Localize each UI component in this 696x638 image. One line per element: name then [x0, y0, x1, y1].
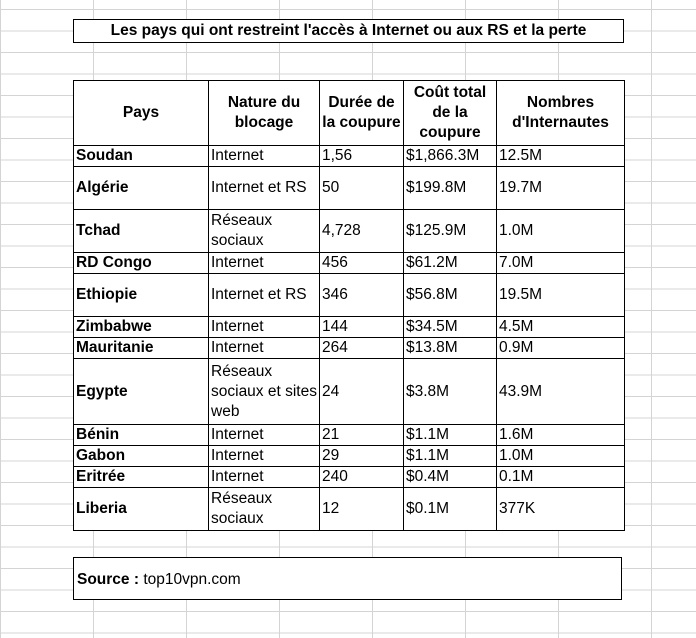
- cell-nature: Internet: [209, 146, 320, 167]
- cell-cost: $199.8M: [404, 167, 497, 210]
- cell-users: 7.0M: [497, 253, 625, 274]
- cell-cost: $0.1M: [404, 488, 497, 531]
- table-row: [74, 167, 625, 210]
- cell-duration: 456: [320, 253, 404, 274]
- cell-country: Ethiopie: [74, 274, 209, 317]
- source-value: top10vpn.com: [143, 571, 241, 588]
- cell-cost: $3.8M: [404, 359, 497, 425]
- cell-cost: $0.4M: [404, 467, 497, 488]
- cell-duration: 24: [320, 359, 404, 425]
- table-row: [74, 253, 625, 274]
- cell-cost: $1.1M: [404, 446, 497, 467]
- cell-country: Liberia: [74, 488, 209, 531]
- header-internautes: Nombres d'Internautes: [497, 81, 625, 146]
- cell-users: 0.9M: [497, 338, 625, 359]
- header-duree: Durée de la coupure: [320, 81, 404, 146]
- cell-nature: Internet: [209, 317, 320, 338]
- cell-users: 43.9M: [497, 359, 625, 425]
- table-row: [74, 425, 625, 446]
- cell-nature: Internet et RS: [209, 167, 320, 210]
- cell-nature: Internet: [209, 425, 320, 446]
- cell-nature: Internet: [209, 446, 320, 467]
- cell-cost: $13.8M: [404, 338, 497, 359]
- header-pays: Pays: [74, 81, 209, 146]
- cell-country: Algérie: [74, 167, 209, 210]
- cell-nature: Internet et RS: [209, 274, 320, 317]
- cell-users: 0.1M: [497, 467, 625, 488]
- cell-duration: 240: [320, 467, 404, 488]
- cell-duration: 346: [320, 274, 404, 317]
- cell-users: 377K: [497, 488, 625, 531]
- table-row: [74, 210, 625, 253]
- cell-country: RD Congo: [74, 253, 209, 274]
- cell-cost: $125.9M: [404, 210, 497, 253]
- cell-country: Egypte: [74, 359, 209, 425]
- cell-users: 1.6M: [497, 425, 625, 446]
- cell-country: Soudan: [74, 146, 209, 167]
- cell-country: Bénin: [74, 425, 209, 446]
- cell-duration: 50: [320, 167, 404, 210]
- cell-country: Zimbabwe: [74, 317, 209, 338]
- header-nature: Nature du blocage: [209, 81, 320, 146]
- source-note: [73, 557, 622, 600]
- shutdown-table: [73, 80, 625, 531]
- cell-cost: $34.5M: [404, 317, 497, 338]
- table-row: [74, 446, 625, 467]
- cell-nature: Internet: [209, 467, 320, 488]
- cell-duration: 21: [320, 425, 404, 446]
- cell-cost: $56.8M: [404, 274, 497, 317]
- table-header-row: [74, 81, 625, 146]
- cell-duration: 4,728: [320, 210, 404, 253]
- cell-users: 4.5M: [497, 317, 625, 338]
- cell-cost: $61.2M: [404, 253, 497, 274]
- cell-cost: $1,866.3M: [404, 146, 497, 167]
- cell-nature: Réseaux sociaux: [209, 488, 320, 531]
- cell-users: 1.0M: [497, 210, 625, 253]
- cell-nature: Réseaux sociaux et sites web: [209, 359, 320, 425]
- table-row: [74, 467, 625, 488]
- cell-nature: Internet: [209, 338, 320, 359]
- source-label: Source :: [77, 571, 140, 588]
- cell-nature: Réseaux sociaux: [209, 210, 320, 253]
- cell-country: Mauritanie: [74, 338, 209, 359]
- table-row: [74, 338, 625, 359]
- table-row: [74, 359, 625, 425]
- table-row: [74, 488, 625, 531]
- cell-users: 19.5M: [497, 274, 625, 317]
- cell-users: 19.7M: [497, 167, 625, 210]
- cell-nature: Internet: [209, 253, 320, 274]
- sheet-title: Les pays qui ont restreint l'accès à Internet ou aux RS et la perte: [73, 19, 624, 43]
- cell-users: 1.0M: [497, 446, 625, 467]
- table-row: [74, 146, 625, 167]
- cell-country: Eritrée: [74, 467, 209, 488]
- table-row: [74, 317, 625, 338]
- table-row: [74, 274, 625, 317]
- cell-duration: 29: [320, 446, 404, 467]
- cell-country: Tchad: [74, 210, 209, 253]
- cell-users: 12.5M: [497, 146, 625, 167]
- cell-country: Gabon: [74, 446, 209, 467]
- header-cout: Coût total de la coupure: [404, 81, 497, 146]
- cell-duration: 1,56: [320, 146, 404, 167]
- cell-duration: 12: [320, 488, 404, 531]
- cell-duration: 264: [320, 338, 404, 359]
- cell-cost: $1.1M: [404, 425, 497, 446]
- cell-duration: 144: [320, 317, 404, 338]
